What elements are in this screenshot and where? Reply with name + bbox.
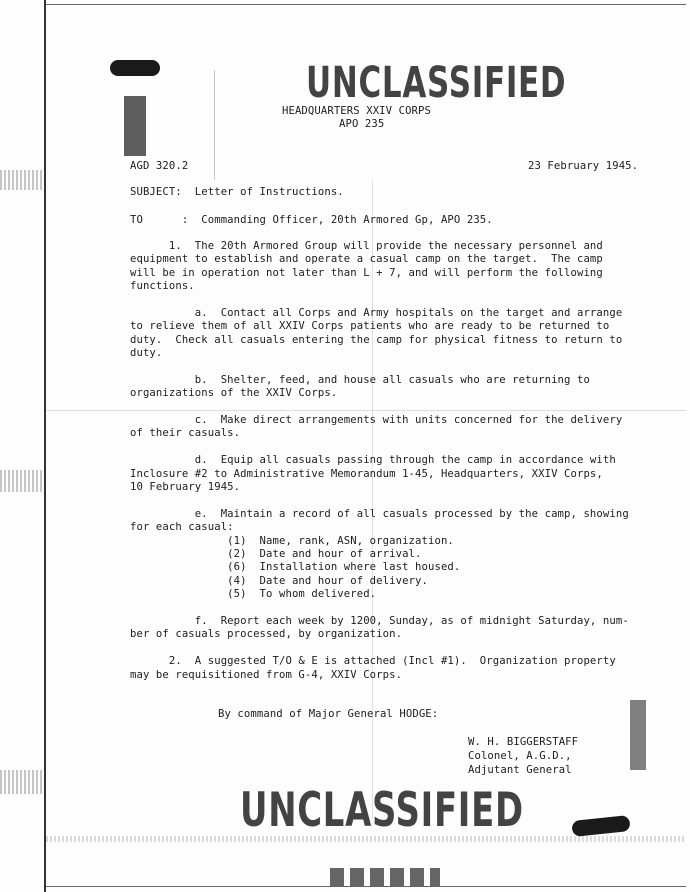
body-line [130,641,629,654]
body-line [130,440,629,453]
file-reference: AGD 320.2 [130,160,189,172]
signature-title: Adjutant General [468,764,572,776]
punch-hole-mark-bottom [571,815,630,837]
fold-line-vertical-1 [214,70,215,180]
body-line: to relieve them of all XXIV Corps patients who are ready to be returned to [130,320,610,333]
letter-body [130,239,629,681]
unclassified-stamp-top: UNCLASSIFIED [306,58,567,108]
binder-clip-mark-right [630,700,646,770]
body-line: (5) To whom delivered. [130,588,377,601]
page-left-edge [44,0,46,892]
body-line: b. Shelter, feed, and house all casuals who are returning to [130,373,590,386]
body-line: will be in operation not later than L + 7, and will perform the following [130,266,603,279]
body-line: duty. Check all casuals entering the camp for physical fitness to return to [130,333,623,346]
binder-clip-mark [124,96,146,156]
body-line: organizations of the XXIV Corps. [130,387,338,400]
closing-line: By command of Major General HODGE: [218,708,439,720]
body-line: (4) Date and hour of delivery. [130,574,428,587]
header-organization: HEADQUARTERS XXIV CORPS [282,105,431,117]
signature-rank: Colonel, A.G.D., [468,750,572,762]
body-line [130,601,629,614]
body-line: (2) Date and hour of arrival. [130,547,422,560]
body-line: (6) Installation where last housed. [130,561,461,574]
body-line [130,360,629,373]
stamp-ghost-bottom [330,868,440,886]
scan-noise-3 [0,770,44,794]
body-line: functions. [130,280,195,293]
body-line: may be requisitioned from G-4, XXIV Corps. [130,668,403,681]
body-line: Inclosure #2 to Administrative Memorandum 1-45, Headquarters, XXIV Corps, [130,467,603,480]
body-line: a. Contact all Corps and Army hospitals on the target and arrange [130,306,623,319]
body-line: for each casual: [130,521,234,534]
body-line: d. Equip all casuals passing through the camp in accordance with [130,454,616,467]
body-line: c. Make direct arrangements with units concerned for the delivery [130,414,623,427]
to-line: TO : Commanding Officer, 20th Armored Gp, APO 235. [130,214,493,226]
body-line [130,400,629,413]
body-line [130,293,629,306]
signature-name: W. H. BIGGERSTAFF [468,736,579,748]
body-line: 2. A suggested T/O & E is attached (Incl #1). Organization property [130,655,616,668]
letter-date: 23 February 1945. [528,160,639,172]
page-top-edge [46,4,686,5]
body-line: e. Maintain a record of all casuals processed by the camp, showing [130,507,629,520]
subject-line: SUBJECT: Letter of Instructions. [130,186,344,198]
punch-hole-mark-top [110,60,160,76]
body-line: f. Report each week by 1200, Sunday, as of midnight Saturday, num- [130,614,629,627]
scan-noise-1 [0,170,44,190]
body-line: ber of casuals processed, by organization. [130,628,403,641]
body-line: 1. The 20th Armored Group will provide the necessary personnel and [130,240,603,252]
body-line: 10 February 1945. [130,481,241,494]
page-bottom-edge [46,886,686,887]
scan-noise-2 [0,470,44,492]
body-line [130,493,629,506]
unclassified-stamp-bottom: UNCLASSIFIED [240,783,524,838]
body-line: equipment to establish and operate a casual camp on the target. The camp [130,253,603,266]
body-line: duty. [130,347,163,360]
body-line: of their casuals. [130,427,241,440]
body-line: (1) Name, rank, ASN, organization. [130,534,454,547]
header-apo: APO 235 [339,118,385,130]
